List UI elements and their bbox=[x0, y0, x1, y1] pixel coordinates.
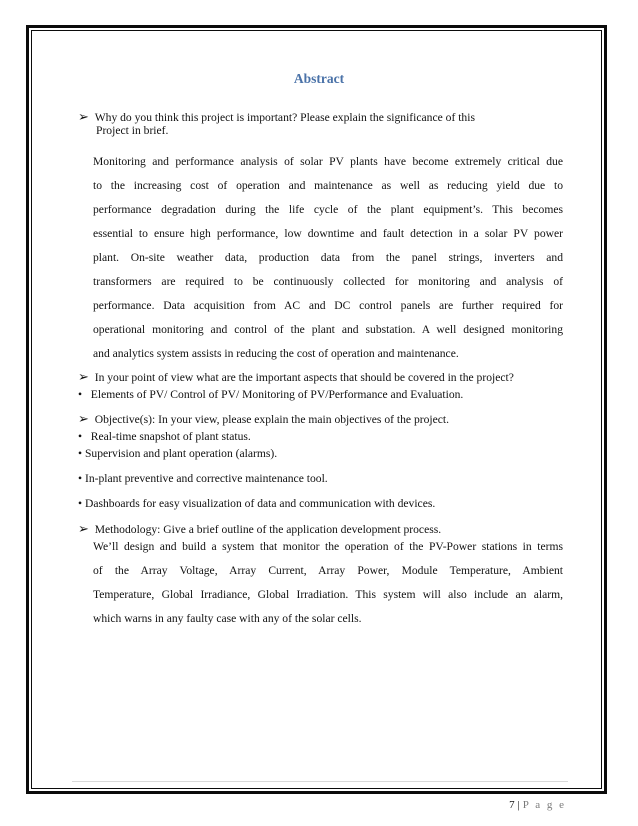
question-2 bbox=[78, 370, 514, 385]
paragraph-line: transformers are required to be continuously collected for monitoring and analysis of bbox=[93, 275, 563, 288]
page-label: P a g e bbox=[522, 799, 566, 811]
question-4-text: Methodology: Give a brief outline of the application development process. bbox=[94, 523, 442, 536]
question-3-text: Objective(s): In your view, please explain the main objectives of the project. bbox=[94, 413, 450, 426]
paragraph-line: performance. Data acquisition from AC and DC control panels are further required for bbox=[93, 299, 563, 312]
question-1-continued: Project in brief. bbox=[96, 124, 169, 137]
page-number: 7 bbox=[509, 799, 515, 811]
page-border-inner bbox=[31, 30, 602, 789]
arrow-bullet-icon: ➢ bbox=[78, 369, 89, 384]
bullet-item bbox=[78, 388, 463, 402]
bullet-item bbox=[78, 497, 435, 511]
paragraph-line: which warns in any faulty case with any of the solar cells. bbox=[93, 612, 362, 625]
question-1 bbox=[78, 110, 475, 125]
paragraph-line: essential to ensure high performance, low downtime and fault detection in a solar PV power bbox=[93, 227, 563, 240]
footer-divider bbox=[72, 781, 568, 782]
bullet-item-text: Dashboards for easy visualization of data and communication with devices. bbox=[84, 497, 436, 510]
dot-bullet-icon: • bbox=[78, 447, 83, 460]
arrow-bullet-icon: ➢ bbox=[78, 521, 89, 536]
paragraph-line: plant. On-site weather data, production data from the panel strings, inverters and bbox=[93, 251, 563, 264]
paragraph-line: of the Array Voltage, Array Current, Array Power, Module Temperature, Ambient bbox=[93, 564, 563, 577]
dot-bullet-icon: • bbox=[78, 430, 83, 443]
question-2-text: In your point of view what are the important aspects that should be covered in the project? bbox=[94, 371, 514, 384]
paragraph-line: and analytics system assists in reducing the cost of operation and maintenance. bbox=[93, 347, 459, 360]
bullet-item bbox=[78, 447, 277, 461]
paragraph-line: We’ll design and build a system that monitor the operation of the PV-Power stations in terms bbox=[93, 540, 563, 553]
question-4 bbox=[78, 522, 441, 537]
bullet-item-text: Elements of PV/ Control of PV/ Monitoring of PV/Performance and Evaluation. bbox=[90, 388, 464, 401]
paragraph-line: to the increasing cost of operation and maintenance as well as reducing yield due to bbox=[93, 179, 563, 192]
question-3 bbox=[78, 412, 449, 427]
bullet-item bbox=[78, 430, 251, 444]
paragraph-line: performance degradation during the life cycle of the plant equipment’s. This becomes bbox=[93, 203, 563, 216]
page-title: Abstract bbox=[293, 71, 345, 86]
bullet-item-text: Supervision and plant operation (alarms). bbox=[84, 447, 278, 460]
dot-bullet-icon: • bbox=[78, 472, 83, 485]
arrow-bullet-icon: ➢ bbox=[78, 411, 89, 426]
question-1-text: Why do you think this project is important? Please explain the significance of this bbox=[94, 111, 475, 124]
dot-bullet-icon: • bbox=[78, 388, 83, 401]
bullet-item-text: Real-time snapshot of plant status. bbox=[90, 430, 251, 443]
paragraph-line: Monitoring and performance analysis of solar PV plants have become extremely critical due bbox=[93, 155, 563, 168]
bullet-item bbox=[78, 472, 328, 486]
arrow-bullet-icon: ➢ bbox=[78, 109, 89, 124]
paragraph-line: Temperature, Global Irradiance, Global Irradiation. This system will also include an alarm, bbox=[93, 588, 563, 601]
page-footer bbox=[509, 799, 566, 811]
bullet-item-text: In-plant preventive and corrective maintenance tool. bbox=[84, 472, 328, 485]
dot-bullet-icon: • bbox=[78, 497, 83, 510]
footer-separator: | bbox=[517, 799, 520, 811]
paragraph-line: operational monitoring and control of the plant and substation. A well designed monitoring bbox=[93, 323, 563, 336]
